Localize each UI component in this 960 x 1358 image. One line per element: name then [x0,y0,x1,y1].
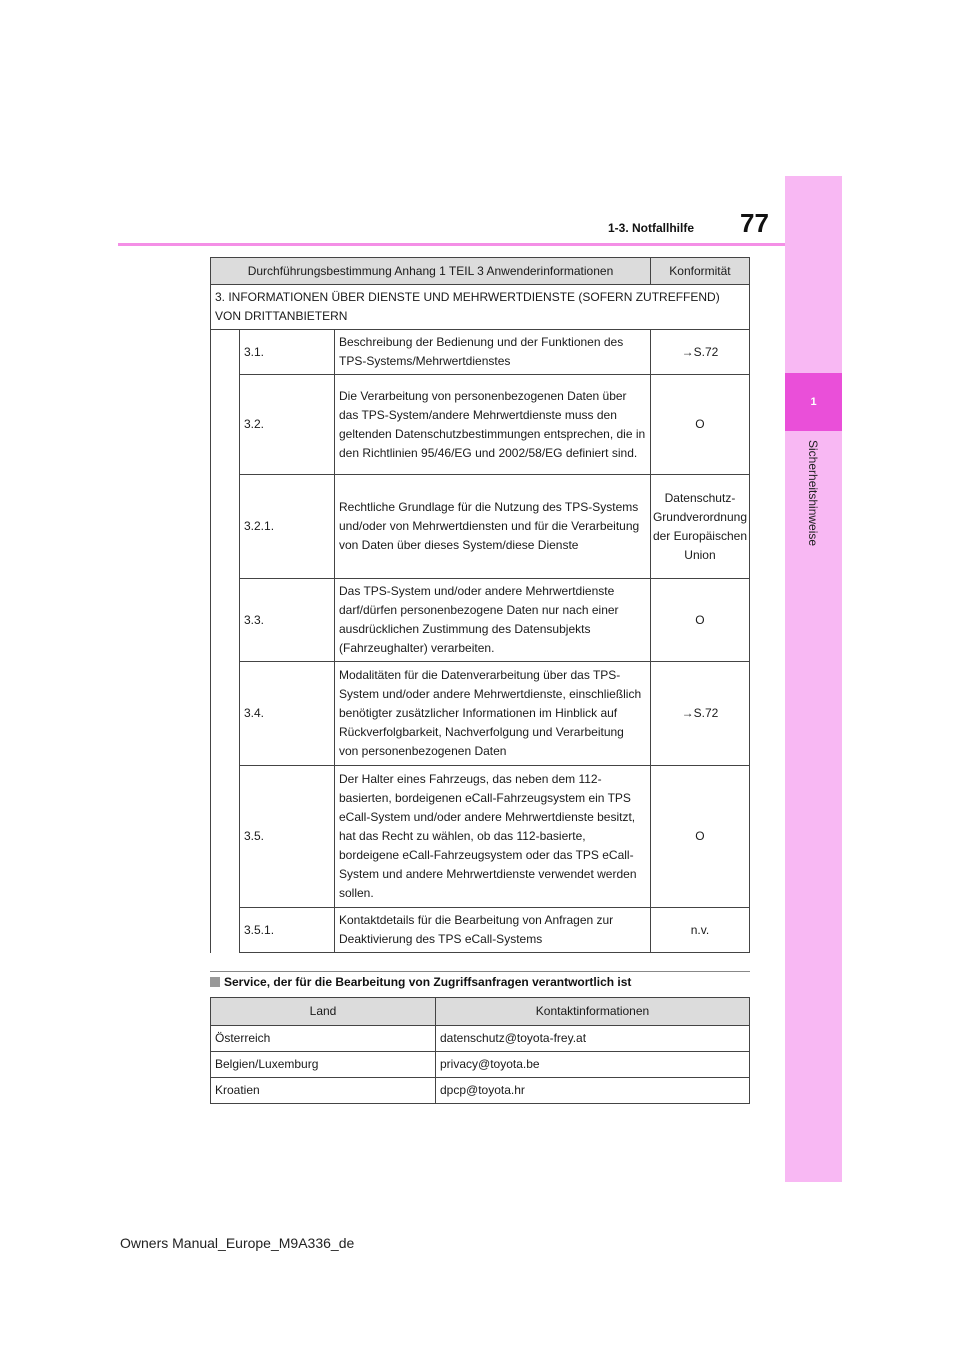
row-number: 3.5.1. [240,908,335,953]
row-description: Der Halter eines Fahrzeugs, das neben dem 112-basierten, bordeigenen eCall-Fahrzeugsystem ein TPS eCall-System und/oder andere Mehrwertdienste besitzt, hat das Recht zu wählen, ob das 112-basierte, bordeigene eCall-Fahrzeugsystem oder das TPS eCall-System und andere Mehrwertdienste verwendet werden sollen. [335,766,651,908]
section-title: 1-3. Notfallhilfe [608,221,695,235]
row-conformity: Datenschutz-Grundverordnung der Europäischen Union [650,475,749,579]
table-row [211,1026,750,1052]
contact-cell: dpcp@toyota.hr [436,1078,750,1104]
contact-cell: datenschutz@toyota-frey.at [436,1026,750,1052]
row-conformity: O [650,766,749,908]
row-description: Modalitäten für die Datenverarbeitung über das TPS-System und/oder andere Mehrwertdienste, einschließlich benötigter zusätzlicher Informationen im Hinblick auf Rückverfolgbarkeit, Nachverfolgung und Verarbeitung von personenbezogenen Daten [335,662,651,766]
table-row [211,285,750,330]
square-bullet-icon [210,977,220,987]
header-contact: Kontaktinformationen [436,998,750,1026]
contact-table [210,997,750,1104]
indent-cell [211,330,240,953]
row-conformity: n.v. [650,908,749,953]
chapter-label: Sicherheitshinweise [806,440,820,547]
row-number: 3.2. [240,375,335,475]
table-row [211,662,750,766]
row-number: 3.5. [240,766,335,908]
table-row [211,1052,750,1078]
table-header-row [211,998,750,1026]
table-row [211,475,750,579]
header-conformity: Konformität [650,258,749,285]
subsection-heading [210,975,631,989]
row-description: Kontaktdetails für die Bearbeitung von Anfragen zur Deaktivierung des TPS eCall-Systems [335,908,651,953]
row-description: Die Verarbeitung von personenbezogenen Daten über das TPS-System/andere Mehrwertdienste muss den geltenden Datenschutzbestimmungen entsprechen, die in den Richtlinien 95/46/EG und 2002/58/EG definiert sind. [335,375,651,475]
row-conformity: →S.72 [650,330,749,375]
row-description: Rechtliche Grundlage für die Nutzung des TPS-Systems und/oder von Mehrwertdiensten und für die Verarbeitung von Daten über dieses System/diese Dienste [335,475,651,579]
table-row [211,1078,750,1104]
table-row [211,375,750,475]
row-conformity: →S.72 [650,662,749,766]
table-row [211,766,750,908]
country-cell: Österreich [211,1026,436,1052]
country-cell: Belgien/Luxemburg [211,1052,436,1078]
sidebar-band [785,176,842,1182]
table-row [211,908,750,953]
page-number: 77 [740,208,769,238]
table-row [211,579,750,662]
intro-cell: 3. INFORMATIONEN ÜBER DIENSTE UND MEHRWERTDIENSTE (SOFERN ZUTREFFEND) VON DRITTANBIETERN [211,285,750,330]
row-number: 3.2.1. [240,475,335,579]
footer-text: Owners Manual_Europe_M9A336_de [120,1235,355,1251]
subsection-rule [210,971,750,972]
table-header-row [211,258,750,285]
row-conformity: O [650,579,749,662]
row-number: 3.1. [240,330,335,375]
row-conformity: O [650,375,749,475]
chapter-tab: 1 [785,373,842,431]
header-country: Land [211,998,436,1026]
row-description: Das TPS-System und/oder andere Mehrwertdienste darf/dürfen personenbezogene Daten nur nach einer ausdrücklichen Zustimmung des Datensubjekts (Fahrzeughalter) verarbeiten. [335,579,651,662]
header-rule [118,243,785,246]
row-number: 3.4. [240,662,335,766]
row-number: 3.3. [240,579,335,662]
header-requirement: Durchführungsbestimmung Anhang 1 TEIL 3 Anwenderinformationen [211,258,651,285]
country-cell: Kroatien [211,1078,436,1104]
table-row [211,330,750,375]
subsection-title: Service, der für die Bearbeitung von Zugriffsanfragen verantwortlich ist [224,975,632,989]
row-description: Beschreibung der Bedienung und der Funktionen des TPS-Systems/Mehrwertdienstes [335,330,651,375]
contact-cell: privacy@toyota.be [436,1052,750,1078]
conformity-table [210,257,750,953]
